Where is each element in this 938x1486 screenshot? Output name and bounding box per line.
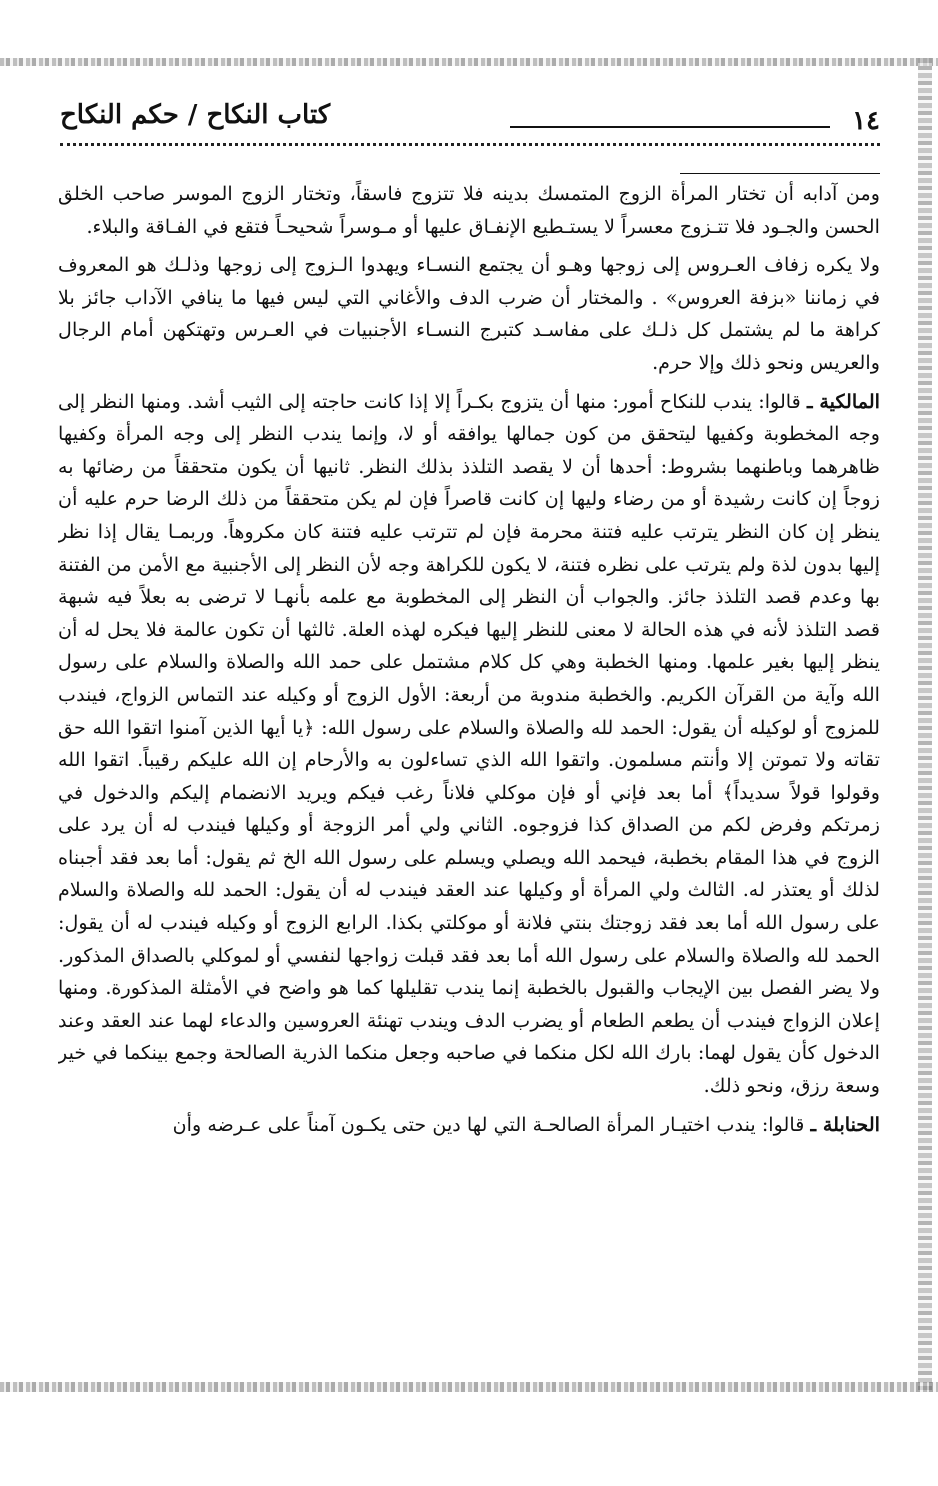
paragraph-etiquette: ومن آدابه أن تختار المرأة الزوج المتمسك بدينه فلا تتزوج فاسقاً، وتختار الزوج الموسر صاحب الخلق الحسن والجـود فلا تتـزوج معسراً لا يستـطيع الإنفـاق عليها أو مـوسراً شحيحـاً فتقع في الفـاقة والبلاء.: [58, 182, 880, 238]
bottom-border-ornament: [0, 1382, 938, 1392]
top-border-ornament: [0, 58, 938, 66]
page-body: [58, 178, 880, 1338]
paragraph-maliki: [58, 386, 880, 1103]
maliki-heading: المالكية ـ: [807, 389, 880, 413]
page-number: ١٤: [852, 106, 880, 136]
paragraph-wedding-procession: ولا يكره زفاف العـروس إلى زوجها وهـو أن يجتمع النسـاء ويهدوا الـزوج إلى زوجها وذلـك هو المعروف في زماننا «بزفة العروس» . والمختار أن ضرب الدف والأغاني التي ليس فيها ما ينافي الآداب جائز بلا كراهة ما لم يشتمل كل ذلـك على مفاسـد كتبرج النسـاء الأجنبيات في العـرس وتهتكهن أمام الرجال والعريس ونحو ذلك وإلا حرم.: [58, 253, 880, 374]
maliki-text: قالوا: يندب للنكاح أمور: منها أن يتزوج بكـراً إلا إذا كانت حاجته إلى الثيب أشد. ومنها النظر إلى وجه المخطوبة وكفيها ليتحقق من كون جمالها يوافقه أو لا، وإنما يندب النظر إلى وجه المرأة وكفيها ظاهرهما وباطنهما بشروط: أحدها أن لا يقصد التلذذ بذلك النظر. ثانيها أن يكون متحققاً من رضائها به زوجاً إن كانت رشيدة أو من رضاء وليها إن كانت قاصراً فإن لم يكن متحققاً من ذلك الرضا حرم عليه أن ينظر إن كان النظر يترتب عليه فتنة محرمة فإن لم تترتب عليه فتنة كان مكروهاً. وربمـا يقال إذا نظر إليها بدون لذة ولم يترتب على نظره فتنة، لا يكون للكراهة وجه لأن النظر إلى الأجنبية مع الأمن من الفتنة بها وعدم قصد التلذذ جائز. والجواب أن النظر إلى المخطوبة مع علمه بأنهـا لا ترضى به بعلاً فيه شبهة قصد التلذذ لأنه في هذه الحالة لا معنى للنظر إليها فيكره لهذه العلة. ثالثها أن تكون عالمة فلا يحل له أن ينظر إليها بغير علمها. ومنها الخطبة وهي كل كلام مشتمل على حمد الله والصلاة والسلام على رسول الله وآية من القرآن الكريم. والخطبة مندوبة من أربعة: الأول الزوج أو وكيله عند التماس الزواج، فيندب للمزوج أو لوكيله أن يقول: الحمد لله والصلاة والسلام على رسول الله: ﴿يا أيها الذين آمنوا اتقوا الله حق تقاته ولا تموتن إلا وأنتم مسلمون. واتقوا الله الذي تساءلون به والأرحام إن الله عليكم رقيباً. اتقوا الله وقولوا قولاً سديداً﴾ أما بعد فإني أو فإن موكلي فلاناً رغب فيكم ويريد الانضمام إليكم والدخول في زمرتكم وفرض لكم من الصداق كذا فزوجوه. الثاني ولي أمر الزوجة أو وكيلها فيندب له أن يرد على الزوج في هذا المقام بخطبة، فيحمد الله ويصلي ويسلم على رسول الله الخ ثم يقول: أما بعد فقد أجبناه لذلك أو يعتذر له. الثالث ولي المرأة أو وكيلها عند العقد فيندب له أن يقول: الحمد لله والصلاة والسلام على رسول الله أما بعد فقد زوجتك بنتي فلانة أو موكلتي بكذا. الرابع الزوج أو وكيله فيندب له أن يقول: الحمد لله والصلاة والسلام على رسول الله أما بعد فقد قبلت زواجها لنفسي أو لموكلي بالصداق المذكور. ولا يضر الفصل بين الإيجاب والقبول بالخطبة إنما يندب تقليلها كما هو واضح في الأمثلة المذكورة. ومنها إعلان الزواج فيندب أن يطعم الطعام أو يضرب الدف ويندب تهنئة العروسين والدعاء لهما عند العقد وعند الدخول كأن يقول لهما: بارك الله لكل منكما في صاحبه وجعل منكما الذرية الصالحة وجمع بينكما في خير وسعة رزق، ونحو ذلك.: [58, 389, 880, 1098]
top-rule: [680, 173, 880, 174]
header-rule: [510, 126, 830, 128]
header-dotted-divider: [60, 143, 880, 158]
hanbali-heading: الحنابلة ـ: [810, 1112, 880, 1136]
right-border-ornament: [918, 58, 932, 1392]
hanbali-text: قالوا: يندب اختيـار المرأة الصالحـة التي لها دين حتى يكـون آمناً على عـرضه وأن: [172, 1112, 811, 1136]
page-header: [60, 100, 880, 140]
paragraph-hanbali: [58, 1109, 880, 1142]
running-title: كتاب النكاح / حكم النكاح: [60, 100, 331, 130]
